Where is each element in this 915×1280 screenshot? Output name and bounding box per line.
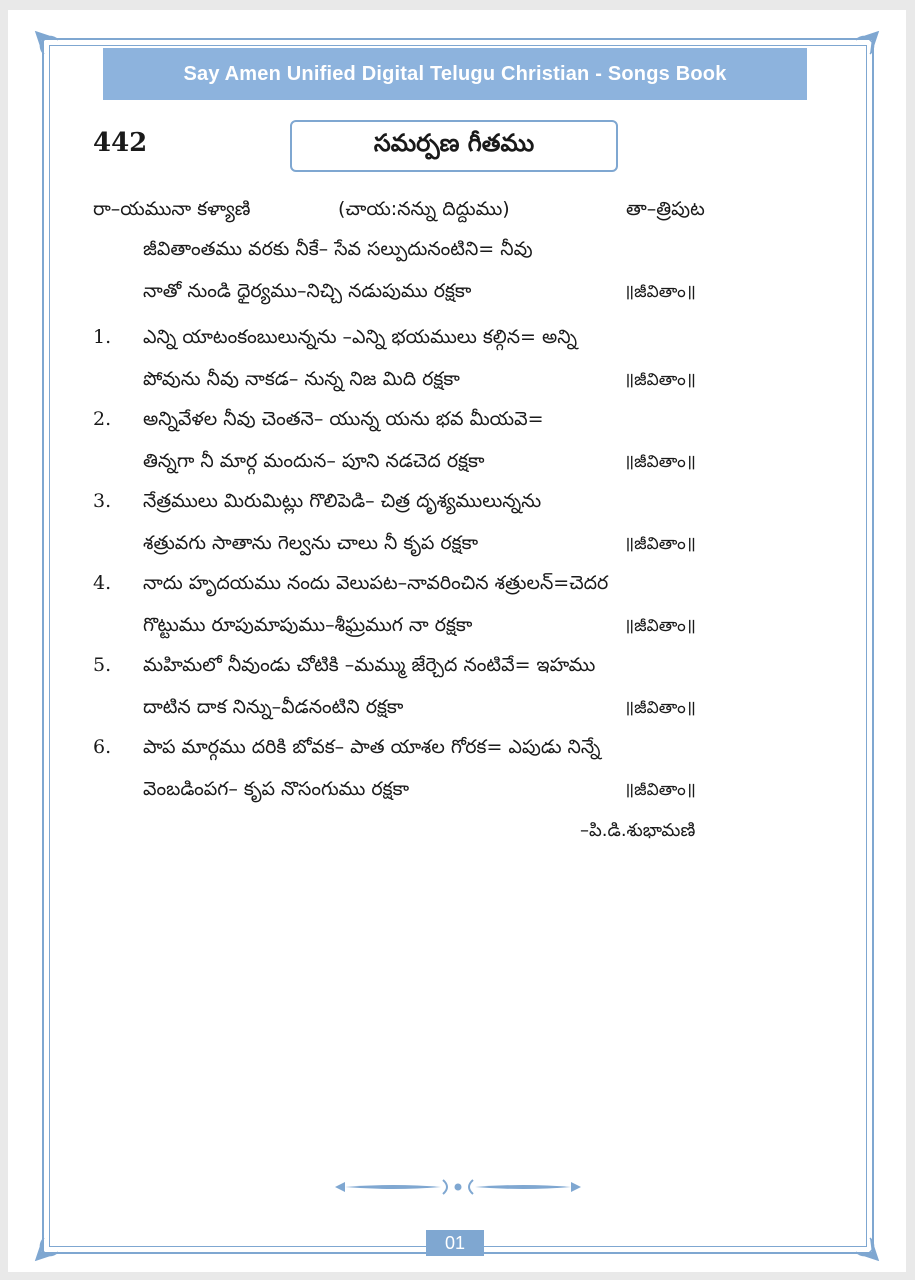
song-title: సమర్పణ గీతము	[290, 120, 618, 172]
verse-refrain: ॥జీవితాం॥	[624, 452, 696, 472]
footer-divider-ornament	[333, 1176, 583, 1198]
tala-label: తా–త్రిపుట	[626, 198, 705, 220]
song-author: –పి.డి.శుభామణి	[580, 820, 696, 841]
verse-number: 2.	[93, 408, 112, 430]
verse-refrain: ॥జీవితాం॥	[624, 616, 696, 636]
verse-line: దాటిన దాక నిన్ను–వీడనంటిని రక్షకా	[143, 696, 404, 718]
chorus-refrain: ॥జీవితాం॥	[624, 282, 696, 302]
verse-refrain: ॥జీవితాం॥	[624, 370, 696, 390]
verse-line: తిన్నగా నీ మార్గ మందున– పూని నడచెద రక్షకా	[143, 450, 485, 472]
corner-ornament-bottom-right	[848, 1230, 882, 1264]
chorus-line-2: నాతో నుండి ధైర్యము–నిచ్చి నడుపుము రక్షకా	[143, 280, 472, 302]
book-page	[8, 10, 906, 1272]
verse-number: 6.	[93, 736, 112, 758]
verse-number: 4.	[93, 572, 112, 594]
chorus-line-1: జీవితాంతము వరకు నీకే– సేవ సల్పుదునంటిని= నీవు	[143, 238, 533, 260]
corner-ornament-top-right	[848, 28, 882, 62]
verse-line: అన్నివేళల నీవు చెంతనె– యున్న యను భవ మీయవె=	[143, 408, 544, 430]
verse-line: గొట్టుము రూపుమాపుము–శీఘ్రముగ నా రక్షకా	[143, 614, 473, 636]
verse-refrain: ॥జీవితాం॥	[624, 780, 696, 800]
raga-label: రా–యమునా కళ్యాణి	[93, 198, 251, 220]
verse-refrain: ॥జీవితాం॥	[624, 534, 696, 554]
verse-line: శత్రువగు సాతాను గెల్వను చాలు నీ కృప రక్షకా	[143, 532, 479, 554]
book-title-banner: Say Amen Unified Digital Telugu Christian - Songs Book	[103, 48, 807, 100]
verse-line: పాప మార్గము దరికి బోవక– పాత యాశల గోరక= ఎపుడు నిన్నే	[143, 736, 601, 758]
corner-ornament-top-left	[32, 28, 66, 62]
corner-ornament-bottom-left	[32, 1230, 66, 1264]
verse-number: 3.	[93, 490, 112, 512]
page-border-inner	[49, 45, 867, 1247]
verse-line: ఎన్ని యాటంకంబులున్నను –ఎన్ని భయములు కల్గిన= అన్ని	[143, 326, 578, 348]
song-number: 442	[93, 128, 148, 158]
verse-line: నాదు హృదయము నందు వెలుపట–నావరించిన శత్రులన్=చెదర	[143, 572, 609, 594]
verse-line: వెంబడింపగ– కృప నొసంగుము రక్షకా	[143, 778, 410, 800]
verse-number: 1.	[93, 326, 112, 348]
verse-number: 5.	[93, 654, 112, 676]
verse-refrain: ॥జీవితాం॥	[624, 698, 696, 718]
verse-line: మహిమలో నీవుండు చోటికి –మమ్ము జేర్చెద నంటివే= ఇహము	[143, 654, 596, 676]
verse-line: పోవును నీవు నాకడ– నున్న నిజ మిది రక్షకా	[143, 368, 460, 390]
tune-label: (చాయ:నన్ను దిద్దుము)	[338, 198, 510, 220]
verse-line: నేత్రములు మిరుమిట్లు గొలిపెడి– చిత్ర దృశ్యములున్నను	[143, 490, 542, 512]
page-number: 01	[426, 1230, 484, 1256]
